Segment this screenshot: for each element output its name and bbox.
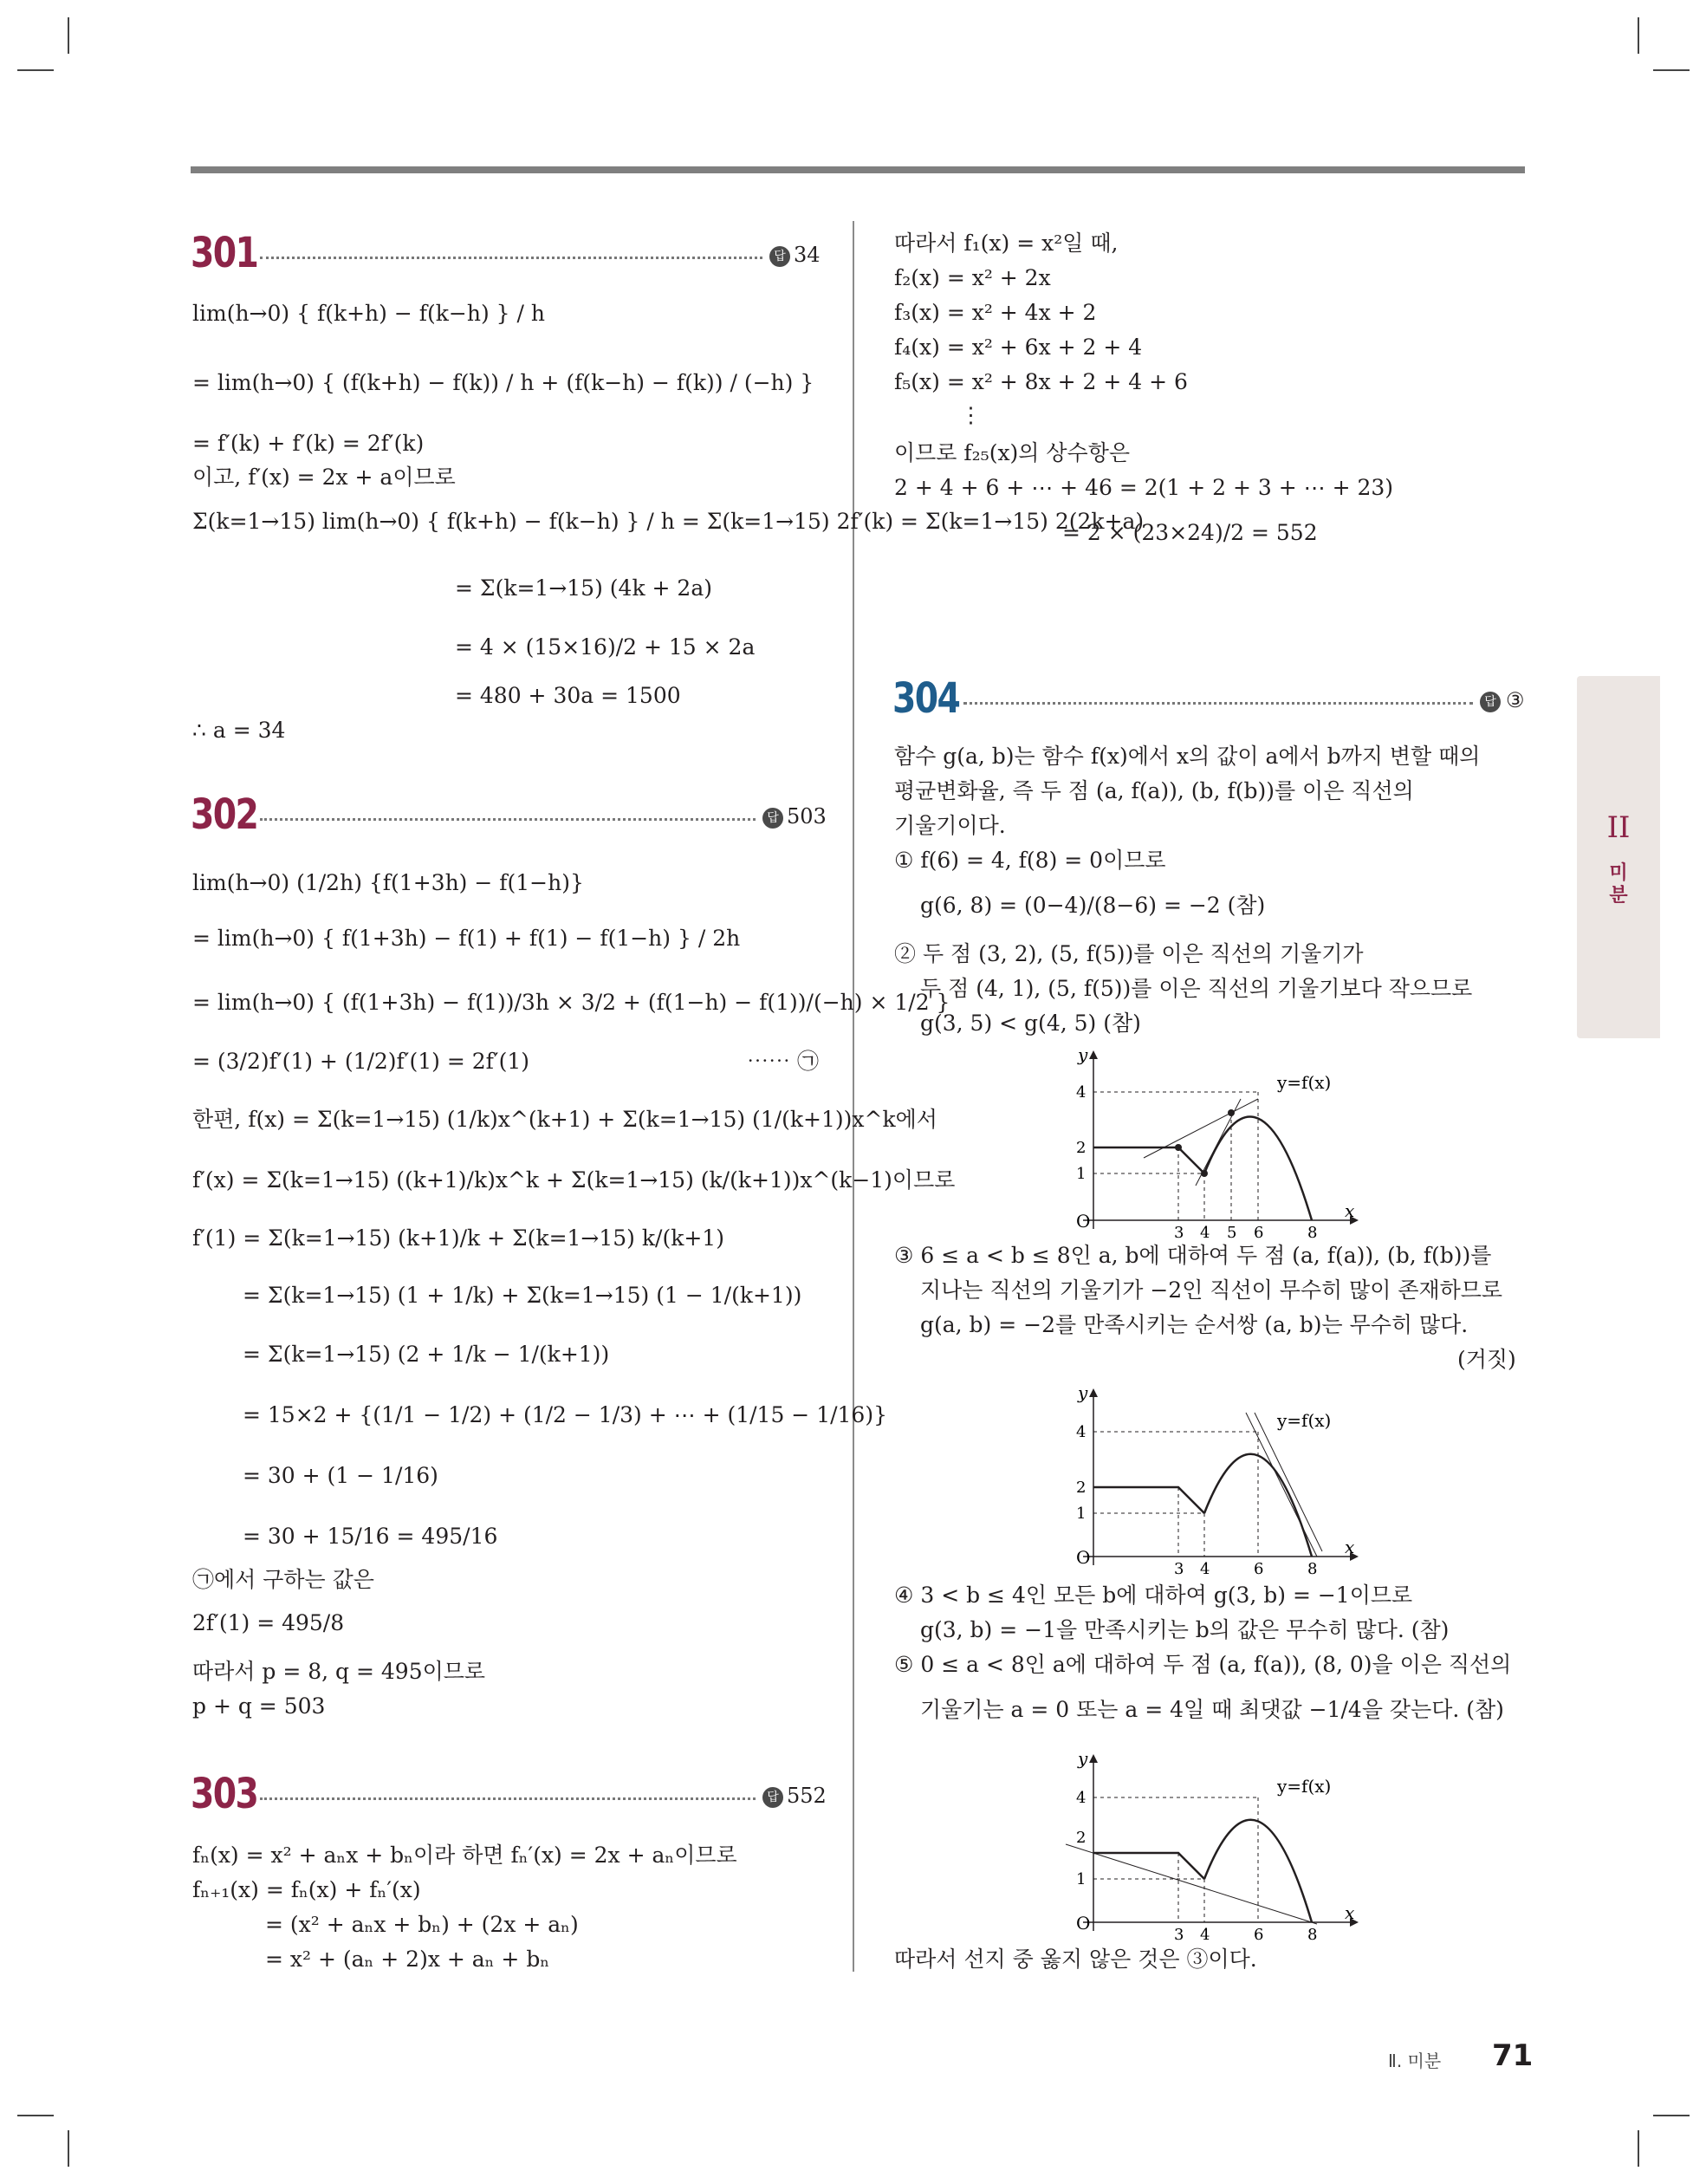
crop-mark [17,69,54,71]
graph-label: 4 [1200,1560,1210,1578]
answer-icon: 답 [1480,692,1501,712]
answer-value: ③ [1506,688,1525,712]
graph-label: y=f(x) [1277,1410,1332,1431]
solution-line: f′(1) = Σ(k=1→15) (k+1)/k + Σ(k=1→15) k/(k+1) [192,1225,724,1251]
solution-line: f₅(x) = x² + 8x + 2 + 4 + 6 [894,369,1188,394]
graph-label: 4 [1200,1926,1210,1944]
graph-label: x [1345,1200,1355,1221]
answer-value: 34 [794,243,821,267]
solution-line: = (x² + aₙx + bₙ) + (2x + aₙ) [265,1912,579,1937]
solution-line: ① f(6) = 4, f(8) = 0이므로 [894,848,1166,873]
graph-label: O [1076,1547,1091,1568]
graph-label: 1 [1076,1165,1087,1183]
graph-label: y=f(x) [1277,1072,1332,1093]
graph-1 [1057,1044,1369,1242]
solution-line: lim(h→0) (1/2h) {f(1+3h) − f(1−h)} [192,870,584,895]
crop-mark [17,2115,54,2116]
marker-label: ⋯⋯ ㉠ [747,1049,819,1074]
problem-number: 304 [892,674,960,723]
graph-label: 8 [1307,1224,1318,1242]
graph-label: y=f(x) [1277,1776,1332,1797]
solution-line: = Σ(k=1→15) (2 + 1/k − 1/(k+1)) [243,1342,610,1367]
solution-line: 함수 g(a, b)는 함수 f(x)에서 x의 값이 a에서 b까지 변할 때의 [894,744,1481,769]
solution-line: ⋮ [960,402,982,427]
answer-value: 503 [787,804,827,829]
solution-line: 따라서 p = 8, q = 495이므로 [192,1659,486,1684]
solution-line: = f′(k) + f′(k) = 2f′(k) [192,431,425,456]
header-rule [191,166,1525,173]
solution-line: = 30 + 15/16 = 495/16 [243,1524,498,1549]
page-number: 71 [1492,2038,1534,2073]
solution-line: 두 점 (4, 1), (5, f(5))를 이은 직선의 기울기보다 작으므로 [920,976,1473,1001]
graph-label: 4 [1076,1789,1087,1807]
solution-line: Σ(k=1→15) lim(h→0) { f(k+h) − f(k−h) } / h = Σ(k=1→15) 2f′(k) = Σ(k=1→15) 2(2k+a) [192,509,1145,534]
solution-line: ∴ a = 34 [192,718,286,743]
solution-line: lim(h→0) { f(k+h) − f(k−h) } / h [192,301,545,326]
solution-line: fₙ(x) = x² + aₙx + bₙ이라 하면 fₙ′(x) = 2x + aₙ이므로 [192,1843,737,1868]
chapter-char: 미 [1609,862,1628,884]
graph-label: y [1078,1748,1088,1769]
problem-number: 301 [191,229,258,277]
solution-line: 한편, f(x) = Σ(k=1→15) (1/k)x^(k+1) + Σ(k=1→15) (1/(k+1))x^k에서 [192,1107,937,1132]
solution-line: = lim(h→0) { f(1+3h) − f(1) + f(1) − f(1−h) } / 2h [192,926,741,951]
graph-label: 4 [1200,1224,1210,1242]
solution-line: f₄(x) = x² + 6x + 2 + 4 [894,335,1143,360]
solution-line: = 4 × (15×16)/2 + 15 × 2a [455,634,756,660]
crop-mark [1638,2130,1639,2167]
solution-line: ③ 6 ≤ a < b ≤ 8인 a, b에 대하여 두 점 (a, f(a)), (b, f(b))를 [894,1243,1492,1268]
problem-303-header [191,1768,827,1820]
answer-icon: 답 [762,808,783,829]
graph-label: O [1076,1913,1091,1934]
problem-304-header [892,673,1525,725]
solution-line: = x² + (aₙ + 2)x + aₙ + bₙ [265,1947,550,1972]
graph-3 [1057,1748,1369,1944]
solution-line: 따라서 선지 중 옳지 않은 것은 ③이다. [894,1947,1257,1972]
solution-line: 평균변화율, 즉 두 점 (a, f(a)), (b, f(b))를 이은 직선의 [894,778,1414,803]
crop-mark [1653,69,1690,71]
graph-label: 3 [1174,1560,1184,1578]
leader-dots [260,257,762,259]
solution-line: f₂(x) = x² + 2x [894,265,1051,290]
solution-line: 이고, f′(x) = 2x + a이므로 [192,465,456,490]
graph-label: 2 [1076,1479,1087,1497]
solution-line: 지나는 직선의 기울기가 −2인 직선이 무수히 많이 존재하므로 [920,1277,1503,1303]
solution-line: f₃(x) = x² + 4x + 2 [894,300,1097,325]
solution-line: = 480 + 30a = 1500 [455,683,681,708]
graph-label: O [1076,1211,1091,1232]
solution-line: = Σ(k=1→15) (4k + 2a) [455,575,712,601]
leader-dots [963,702,1473,705]
footer-chapter-label: Ⅱ. 미분 [1388,2051,1442,2071]
solution-line: = lim(h→0) { (f(1+3h) − f(1))/3h × 3/2 + (f(1−h) − f(1))/(−h) × 1/2 } [192,990,950,1015]
problem-302-header [191,789,827,841]
crop-mark [68,2130,69,2167]
graph-2 [1057,1382,1369,1578]
chapter-char: 분 [1609,885,1628,907]
solution-line: (거짓) [1457,1347,1516,1372]
solution-line: 기울기이다. [894,813,1006,838]
answer-value: 552 [787,1784,827,1808]
solution-line: = 30 + (1 − 1/16) [243,1463,438,1488]
graph-label: 8 [1307,1926,1318,1944]
solution-line: p + q = 503 [192,1693,326,1719]
chapter-tab [1577,676,1660,1038]
graph-label: 8 [1307,1560,1318,1578]
crop-mark [1638,17,1639,54]
graph-label: 3 [1174,1224,1184,1242]
graph-label: 5 [1227,1224,1237,1242]
chapter-roman: II [1606,810,1631,845]
graph-label: y [1078,1044,1088,1065]
solution-line: g(6, 8) = (0−4)/(8−6) = −2 (참) [920,893,1266,918]
solution-line: = 15×2 + {(1/1 − 1/2) + (1/2 − 1/3) + ⋯ + (1/15 − 1/16)} [243,1402,887,1427]
solution-line: 기울기는 a = 0 또는 a = 4일 때 최댓값 −1/4을 갖는다. (참) [920,1697,1504,1722]
solution-line: 이므로 f₂₅(x)의 상수항은 [894,440,1130,465]
graph-label: 6 [1254,1560,1264,1578]
solution-line: fₙ₊₁(x) = fₙ(x) + fₙ′(x) [192,1877,421,1902]
graph-label: 1 [1076,1505,1087,1523]
graph-label: 3 [1174,1926,1184,1944]
solution-line: ㉠에서 구하는 값은 [192,1567,374,1592]
solution-line: 2 + 4 + 6 + ⋯ + 46 = 2(1 + 2 + 3 + ⋯ + 23) [894,475,1394,500]
solution-line: ② 두 점 (3, 2), (5, f(5))를 이은 직선의 기울기가 [894,941,1364,966]
problem-301-header [191,227,823,279]
graph-label: 6 [1254,1224,1264,1242]
graph-label: y [1078,1382,1088,1403]
graph-label: 6 [1254,1926,1264,1944]
solution-line: g(3, b) = −1을 만족시키는 b의 값은 무수히 많다. (참) [920,1617,1450,1642]
graph-label: 4 [1076,1083,1087,1102]
solution-line: g(3, 5) < g(4, 5) (참) [920,1011,1141,1036]
leader-dots [260,1797,756,1800]
solution-line: ⑤ 0 ≤ a < 8인 a에 대하여 두 점 (a, f(a)), (8, 0)을 이은 직선의 [894,1652,1512,1677]
column-divider [853,221,854,1972]
solution-line: g(a, b) = −2를 만족시키는 순서쌍 (a, b)는 무수히 많다. [920,1312,1469,1337]
crop-mark [68,17,69,54]
solution-line: ④ 3 < b ≤ 4인 모든 b에 대하여 g(3, b) = −1이므로 [894,1583,1413,1608]
solution-line: = 2 × (23×24)/2 = 552 [1062,520,1318,545]
answer-icon: 답 [762,1787,783,1808]
solution-line: = Σ(k=1→15) (1 + 1/k) + Σ(k=1→15) (1 − 1/(k+1)) [243,1283,802,1308]
problem-number: 303 [191,1770,258,1818]
solution-line: 따라서 f₁(x) = x²일 때, [894,231,1119,256]
solution-line: = lim(h→0) { (f(k+h) − f(k)) / h + (f(k−h) − f(k)) / (−h) } [192,370,814,395]
solution-line: 2f′(1) = 495/8 [192,1610,345,1635]
graph-label: 2 [1076,1139,1087,1157]
answer-icon: 답 [769,246,790,267]
problem-number: 302 [191,790,258,839]
graph-label: 2 [1076,1829,1087,1847]
solution-line: f′(x) = Σ(k=1→15) ((k+1)/k)x^k + Σ(k=1→15) (k/(k+1))x^(k−1)이므로 [192,1167,956,1193]
graph-label: x [1345,1902,1355,1923]
crop-mark [1653,2115,1690,2116]
graph-label: 1 [1076,1870,1087,1888]
leader-dots [260,818,756,821]
graph-label: x [1345,1537,1355,1557]
solution-line: = (3/2)f′(1) + (1/2)f′(1) = 2f′(1) [192,1049,529,1074]
graph-label: 4 [1076,1423,1087,1441]
